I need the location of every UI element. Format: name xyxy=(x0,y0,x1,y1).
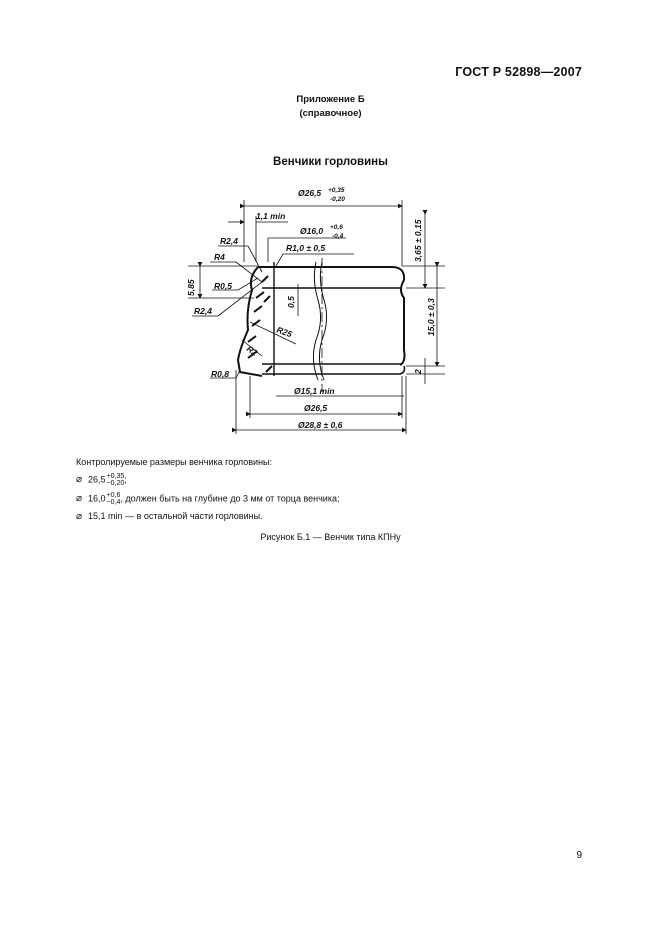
figure-caption: Рисунок Б.1 — Венчик типа КПНу xyxy=(260,532,401,542)
diameter-icon: ⌀ xyxy=(76,511,83,522)
note-value: 26,5 xyxy=(88,474,106,485)
note-item xyxy=(76,511,596,522)
dim-16: Ø16,0 xyxy=(300,226,324,236)
note-text: — в остальной части горловины. xyxy=(122,511,263,521)
figure-title: Венчики горловины xyxy=(273,156,388,168)
diameter-icon: ⌀ xyxy=(76,493,83,505)
note-text: ; xyxy=(124,474,127,485)
radius-r1: R1,0 ± 0,5 xyxy=(286,243,326,253)
note-text: , должен быть на глубине до 3 мм от торца венчика; xyxy=(120,493,340,504)
dim-16-tol-lower: -0,4 xyxy=(332,233,344,240)
radius-r4: R4 xyxy=(214,252,225,262)
dim-0-5: 0,5 xyxy=(286,296,296,308)
radius-r0-5: R0,5 xyxy=(214,281,232,291)
radius-r2: R2 xyxy=(244,343,260,358)
dim-26-5: Ø26,5 xyxy=(304,403,328,413)
annex-subtitle: (справочное) xyxy=(299,108,362,119)
dim-1-1-min: 1,1 min xyxy=(256,211,286,221)
radius-r25: R25 xyxy=(275,324,294,340)
radius-r2-4-bottom: R2,4 xyxy=(194,306,212,316)
dim-28-8: Ø28,8 ± 0,6 xyxy=(298,420,343,430)
note-item xyxy=(76,492,596,506)
dim-16-tol-upper: +0,6 xyxy=(330,224,343,231)
controlled-dimensions-notes xyxy=(76,457,596,527)
dim-5-85: 5,85 xyxy=(186,279,196,296)
radius-r0-8: R0,8 xyxy=(211,369,229,379)
note-tolerance: +0,35 −0,20 xyxy=(106,473,125,487)
note-value: 16,0 xyxy=(88,493,106,504)
page-number: 9 xyxy=(576,850,582,861)
dim-2: 2 xyxy=(413,369,423,374)
annex-title: Приложение Б xyxy=(296,94,365,105)
notes-intro: Контролируемые размеры венчика горловины: xyxy=(76,457,273,467)
dim-15-1-min: Ø15,1 min xyxy=(294,386,335,396)
dim-top-tol-lower: -0,20 xyxy=(330,196,345,203)
note-value: 15,1 min xyxy=(88,511,123,521)
note-tolerance: +0,6 −0,4 xyxy=(106,492,121,506)
standard-number: ГОСТ Р 52898—2007 xyxy=(455,65,582,79)
radius-r2-4-top: R2,4 xyxy=(220,236,238,246)
dim-top-tol-upper: +0,35 xyxy=(328,187,345,194)
dim-top-main: Ø26,5 xyxy=(298,188,322,198)
dim-3-65: 3,65 ± 0,15 xyxy=(413,219,423,262)
diameter-icon: ⌀ xyxy=(76,474,83,486)
note-item xyxy=(76,473,596,487)
dim-15-0: 15,0 ± 0,3 xyxy=(426,298,436,336)
